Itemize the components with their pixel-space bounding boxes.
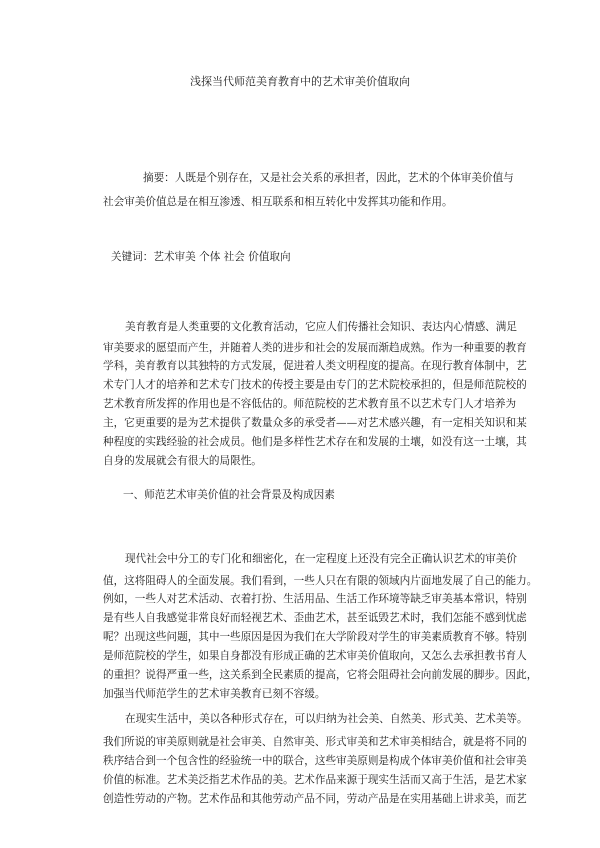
section-1-para-2-line-2: 我们所说的审美原则就是社会审美、自然审美、形式审美和艺术审美相结合，就是将不同的 <box>103 736 527 748</box>
section-1-heading: 一、师范艺术审美价值的社会背景及构成因素 <box>123 489 335 501</box>
section-1-para-2-line-1: 在现实生活中，美以各种形式存在，可以归纳为社会美、自然美、形式美、艺术美等。 <box>125 713 528 725</box>
section-1-para-1-line-7: 的重担？说得严重一些，这关系到全民素质的提高，它将会阻碍社会向前发展的脚步。因此， <box>103 669 538 681</box>
keywords: 关键词：艺术审美 个体 社会 价值取向 <box>111 251 291 263</box>
intro-line-4: 术专门人才的培养和艺术专门技术的传授主要是由专门的艺术院校承担的，但是师范院校的 <box>103 379 527 391</box>
section-1-para-1-line-5: 呢？出现这些问题，其中一些原因是因为我们在大学阶段对学生的审美素质教育不够。特别 <box>103 631 527 643</box>
intro-line-2: 审美要求的愿望而产生，并随着人类的进步和社会的发展而渐趋成熟。作为一种重要的教育 <box>103 342 527 354</box>
section-1-para-2-line-4: 价值的标准。艺术美泛指艺术作品的美。艺术作品来源于现实生活而又高于生活，是艺术家 <box>103 774 527 786</box>
section-1-para-1-line-6: 是师范院校的学生，如果自身都没有形成正确的艺术审美价值取向，又怎么去承担教书育人 <box>103 650 527 662</box>
intro-line-1: 美育教育是人类重要的文化教育活动，它应人们传播社会知识、表达内心情感、满足 <box>125 321 517 333</box>
section-1-para-2-line-5: 创造性劳动的产物。艺术作品和其他劳动产品不同，劳动产品是在实用基础上讲求美，而艺 <box>103 793 527 805</box>
intro-line-8: 自身的发展就会有很大的局限性。 <box>103 455 262 467</box>
section-1-para-1-line-3: 例如，一些人对艺术活动、衣着打扮、生活用品、生活工作环境等缺乏审美基本常识，特别 <box>103 593 527 605</box>
intro-line-3: 学科，美育教育以其独特的方式发展，促进着人类文明程度的提高。在现行教育体制中，艺 <box>103 360 527 372</box>
section-1-para-1-line-8: 加强当代师范学生的艺术审美教育已刻不容缓。 <box>103 688 326 700</box>
intro-line-6: 主，它更重要的是为艺术提供了数量众多的承受者——对艺术感兴趣，有一定相关知识和某 <box>103 417 527 429</box>
intro-line-7: 种程度的实践经验的社会成员。他们是多样性艺术存在和发展的土壤，如没有这一土壤，其 <box>103 436 527 448</box>
intro-line-5: 艺术教育所发挥的作用也是不容低估的。师范院校的艺术教育虽不以艺术专门人才培养为 <box>103 398 517 410</box>
abstract-line-1: 摘要：人既是个别存在，又是社会关系的承担者，因此，艺术的个体审美价值与 <box>143 172 514 184</box>
section-1-para-1-line-2: 值，这将阻碍人的全面发展。我们看到，一些人只在有限的领域内片面地发展了自己的能力。 <box>103 575 538 587</box>
section-1-para-2-line-3: 秩序结合到一个包含性的经验统一中的联合，这些审美原则是构成个体审美价值和社会审美 <box>103 755 527 767</box>
document-title: 浅探当代师范美育教育中的艺术审美价值取向 <box>190 75 410 88</box>
abstract-line-2: 社会审美价值总是在相互渗透、相互联系和相互转化中发挥其功能和作用。 <box>103 196 453 208</box>
section-1-para-1-line-1: 现代社会中分工的专门化和细密化，在一定程度上还没有完全正确认识艺术的审美价 <box>125 553 517 565</box>
section-1-para-1-line-4: 是有些人自我感觉非常良好而轻视艺术、歪曲艺术，甚至诋毁艺术时，我们怎能不感到忧虑 <box>103 612 527 624</box>
